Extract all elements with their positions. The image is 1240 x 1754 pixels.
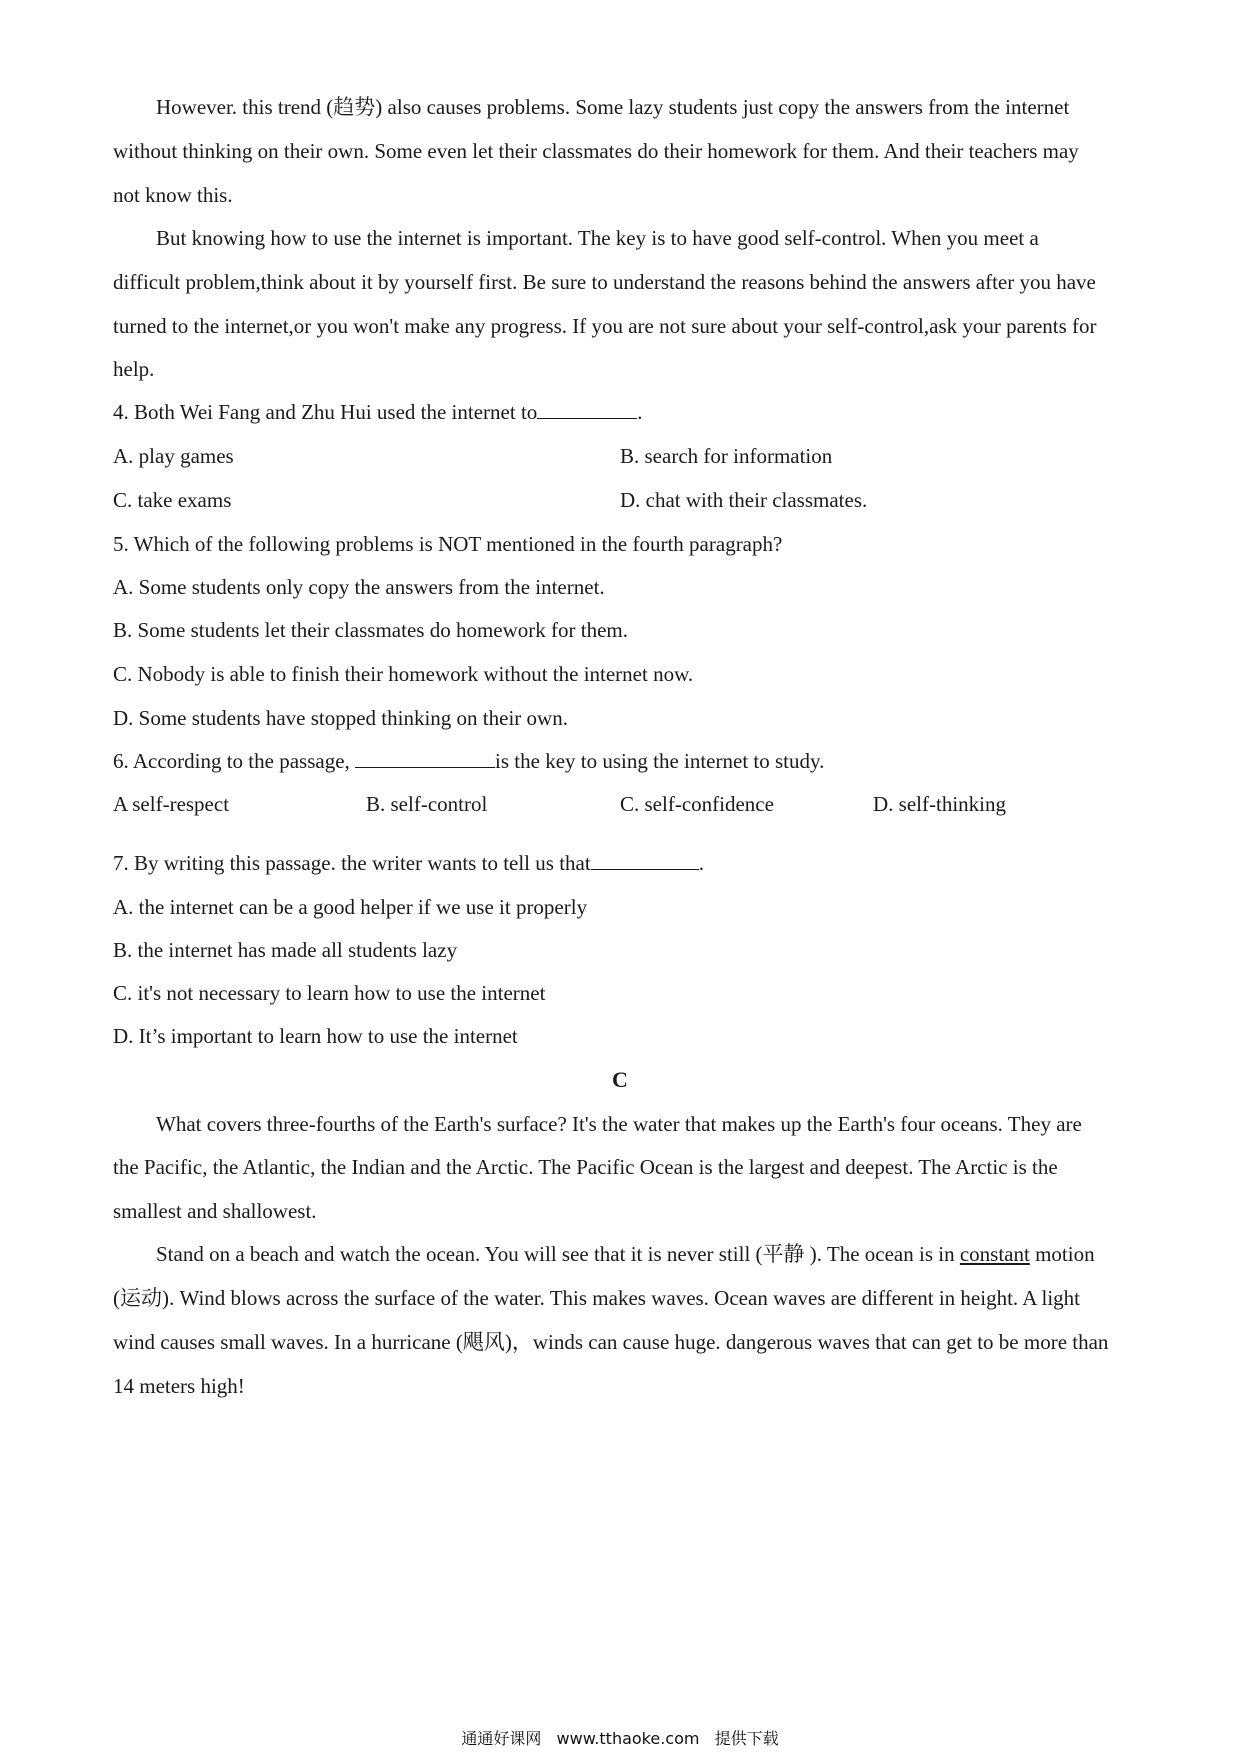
paragraph-line: But knowing how to use the internet is important. The key is to have good self-control. When you meet a — [156, 226, 1039, 250]
option-c[interactable]: C. Nobody is able to finish their homework without the internet now. — [113, 662, 694, 686]
option-d[interactable]: D. self-thinking — [873, 792, 1006, 816]
paragraph-text: Stand on a beach and watch the ocean. You will see that it is never still (平静 ). The ocean is in — [156, 1242, 955, 1266]
paragraph-line: What covers three-fourths of the Earth's surface? It's the water that makes up the Earth's four oceans. They are — [156, 1112, 1082, 1136]
question-end: . — [637, 400, 643, 424]
option-c[interactable]: C. take exams — [113, 488, 232, 512]
answer-blank[interactable] — [537, 398, 637, 419]
option-a[interactable]: A. the internet can be a good helper if we use it properly — [113, 895, 588, 919]
option-a[interactable]: A. Some students only copy the answers from the internet. — [113, 575, 605, 599]
option-d[interactable]: D. Some students have stopped thinking on their own. — [113, 706, 568, 730]
underlined-word: constant — [959, 1242, 1030, 1266]
option-c[interactable]: C. self-confidence — [620, 792, 774, 816]
paragraph-line: help. — [113, 357, 155, 381]
paragraph-line: (运动). Wind blows across the surface of the water. This makes waves. Ocean waves are different in height. A light — [113, 1286, 1081, 1310]
paragraph-line: not know this. — [113, 183, 233, 207]
paragraph-line: without thinking on their own. Some even let their classmates do their homework for them. And their teachers may — [113, 139, 1079, 163]
footer-note: 提供下载 — [714, 1729, 779, 1748]
question-4-stem — [113, 397, 1133, 427]
question-end: . — [698, 851, 704, 875]
footer-site-name: 通通好课网 — [461, 1729, 542, 1748]
option-b[interactable]: B. search for information — [620, 444, 833, 468]
paragraph-line: difficult problem,think about it by yourself first. Be sure to understand the reasons behind the answers after you have — [113, 270, 1096, 294]
option-c[interactable]: C. it's not necessary to learn how to use the internet — [113, 981, 546, 1005]
paragraph-text: motion — [1029, 1242, 1095, 1266]
option-b[interactable]: B. Some students let their classmates do homework for them. — [113, 618, 628, 642]
option-a[interactable]: A. play games — [113, 444, 234, 468]
paragraph-line: the Pacific, the Atlantic, the Indian and the Arctic. The Pacific Ocean is the largest and deepest. The Arctic is the — [113, 1155, 1058, 1179]
paragraph-line: 14 meters high! — [113, 1374, 245, 1398]
question-text: 7. By writing this passage. the writer wants to tell us that — [113, 851, 591, 875]
footer-url[interactable]: www.tthaoke.com — [556, 1729, 700, 1748]
paragraph-line — [156, 1239, 1176, 1269]
paragraph-line: wind causes small waves. In a hurricane (飓风)，winds can cause huge. dangerous waves that can get to be more than — [113, 1330, 1109, 1354]
question-text: is the key to using the internet to study. — [495, 749, 825, 773]
question-6-stem — [113, 746, 1133, 776]
paragraph-line: smallest and shallowest. — [113, 1199, 317, 1223]
question-text: 6. According to the passage, — [113, 749, 350, 773]
option-b[interactable]: B. self-control — [366, 792, 488, 816]
paragraph-line: However. this trend (趋势) also causes problems. Some lazy students just copy the answers from the internet — [156, 95, 1070, 119]
section-heading: C — [612, 1067, 628, 1092]
option-b[interactable]: B. the internet has made all students lazy — [113, 938, 458, 962]
page-footer — [0, 1728, 1240, 1750]
option-d[interactable]: D. chat with their classmates. — [620, 488, 868, 512]
question-text: 4. Both Wei Fang and Zhu Hui used the internet to — [113, 400, 538, 424]
option-a[interactable]: A self-respect — [113, 792, 230, 816]
answer-blank[interactable] — [355, 747, 495, 768]
question-5-stem: 5. Which of the following problems is NOT mentioned in the fourth paragraph? — [113, 532, 783, 556]
option-d[interactable]: D. It’s important to learn how to use the internet — [113, 1024, 518, 1048]
question-7-stem — [113, 848, 1133, 878]
paragraph-line: turned to the internet,or you won't make any progress. If you are not sure about your self-control,ask your parents for — [113, 314, 1097, 338]
answer-blank[interactable] — [591, 849, 699, 870]
